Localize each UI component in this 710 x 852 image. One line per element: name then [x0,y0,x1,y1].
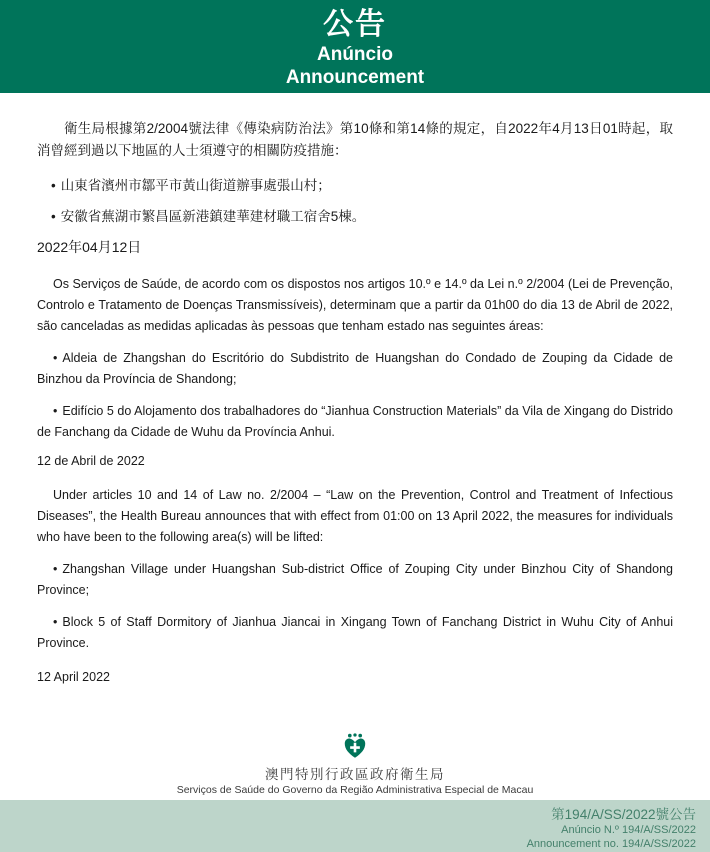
org-name-pt: Serviços de Saúde do Governo da Região Administrativa Especial de Macau [176,784,534,796]
reference-number-bar [0,800,710,852]
header-title-zh: 公告 [323,8,387,41]
announcement-number-zh: 第194/A/SS/2022號公告 [551,807,696,822]
bullet-text-portuguese-1: Aldeia de Zhangshan do Escritório do Subdistrito de Huangshan do Condado de Zouping da Cidade de Binzhou da Província de Shandong; [37,351,673,386]
header-banner [0,0,710,93]
bullet-text-english-1: Zhangshan Village under Huangshan Sub-district Office of Zouping City under Binzhou City of Shandong Province; [37,562,673,597]
bullet-text-chinese-1: 山東省濱州市鄒平市黃山街道辦事處張山村； [60,178,331,193]
date-portuguese: 12 de Abril de 2022 [37,454,145,468]
bullet-text-chinese-2: 安徽省蕪湖市繁昌區新港鎮建華建材職工宿舍5棟。 [60,209,366,224]
announcement-number-en: Announcement no. 194/A/SS/2022 [526,838,696,850]
bullet-icon: • [53,404,58,418]
paragraph-english: Under articles 10 and 14 of Law no. 2/2004 – “Law on the Prevention, Control and Treatment of Infectious Diseases”, the Health Bureau announces that with effect from 01:00 on 13 April 2022, the measures for individuals who have been to the following area(s) will be lifted: [37,488,673,544]
header-title-pt: Anúncio [317,44,393,65]
bullet-item-portuguese-1 [37,348,673,390]
bullet-icon: • [53,351,58,365]
bullet-icon: • [51,209,56,224]
paragraph-chinese: 衛生局根據第2/2004號法律《傳染病防治法》第10條和第14條的規定，自2022年4月13日01時起，取消曾經到過以下地區的人士須遵守的相關防疫措施： [37,121,673,158]
bullet-item-english-1 [37,559,673,601]
section-chinese [37,118,673,257]
section-english [37,485,673,684]
bullet-text-portuguese-2: Edifício 5 do Alojamento dos trabalhadores do “Jianhua Construction Materials” da Vila de Xingang do Distrido de Fanchang da Cidade de Wuhu da Província Anhui. [37,404,673,439]
bullet-icon: • [53,562,58,576]
announcement-content [0,93,710,733]
org-name-zh: 澳門特別行政區政府衛生局 [265,767,445,782]
bullet-icon: • [51,178,56,193]
org-footer [0,733,710,800]
health-bureau-logo-icon [341,733,369,759]
date-chinese: 2022年04月12日 [37,239,142,255]
bullet-text-english-2: Block 5 of Staff Dormitory of Jianhua Jiancai in Xingang Town of Fanchang District in Wuhu City of Anhui Province. [37,615,673,650]
bullet-item-chinese-2 [37,206,673,228]
bullet-item-portuguese-2 [37,401,673,443]
announcement-number-pt: Anúncio N.º 194/A/SS/2022 [561,824,696,836]
date-english: 12 April 2022 [37,670,110,684]
bullet-item-chinese-1 [37,175,673,197]
header-title-en: Announcement [285,67,425,88]
bullet-item-english-2 [37,612,673,654]
paragraph-portuguese: Os Serviços de Saúde, de acordo com os dispostos nos artigos 10.º e 14.º da Lei n.º 2/2004 (Lei de Prevenção, Controlo e Tratamento de Doenças Transmissíveis), determinam que a partir da 01h00 do dia 13 de Abril de 2022, são canceladas as medidas aplicadas às pessoas que tenham estado nas seguintes áreas: [37,277,673,333]
bullet-icon: • [53,615,58,629]
section-portuguese [37,274,673,468]
